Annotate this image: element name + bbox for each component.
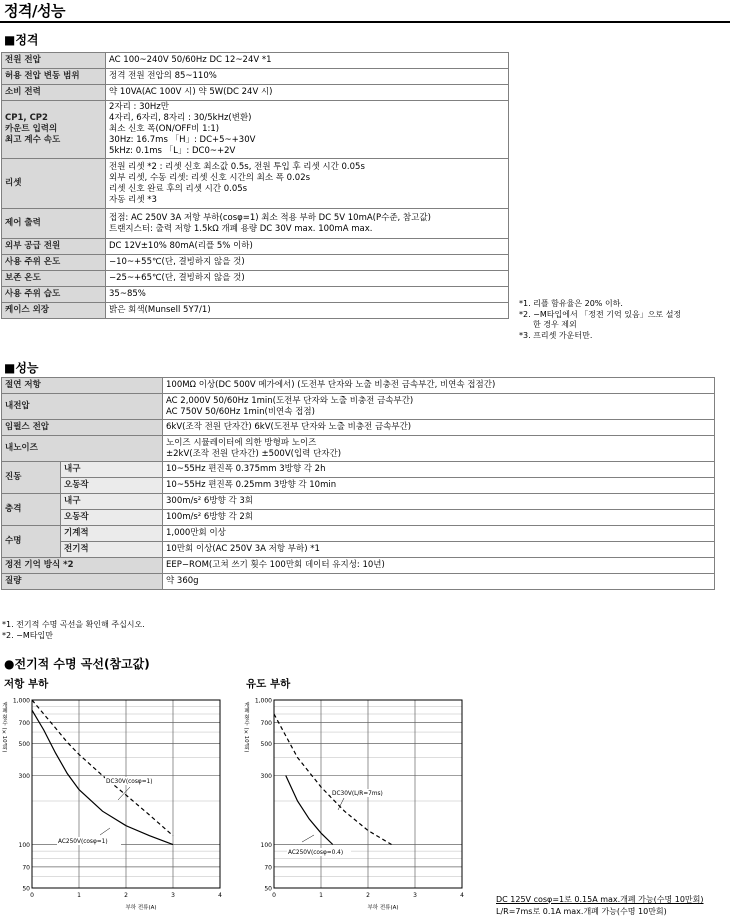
x-tick-label: 0: [30, 892, 34, 899]
ratings-row: [2, 209, 509, 239]
ratings-row: [2, 85, 509, 101]
performance-label: 진동: [2, 462, 61, 494]
life-curve-title: ●전기적 수명 곡선(참고값): [4, 657, 150, 671]
y-tick-label: 70: [264, 864, 272, 872]
performance-value: [163, 478, 715, 494]
y-tick-label: 1,000: [12, 697, 30, 705]
y-tick-label: 500: [260, 740, 272, 748]
performance-label: 절연 저항: [2, 378, 163, 394]
x-axis-label: 부하 전류(A): [125, 905, 157, 911]
ratings-value-line: 리셋 신호 완료 후의 리셋 시간 0.05s: [109, 183, 248, 194]
ratings-label-line: CP1, CP2: [5, 113, 48, 123]
y-tick-label: 300: [260, 773, 272, 781]
ratings-value: [106, 101, 509, 159]
ratings-label-line: 보존 온도: [5, 273, 41, 283]
ratings-value-line: 외부 리셋, 수동 리셋: 리셋 신호 시간의 최소 폭 0.02s: [109, 172, 311, 183]
performance-row: [2, 542, 715, 558]
ratings-label-line: 케이스 외장: [5, 305, 50, 315]
series-line-2: [32, 700, 173, 836]
ratings-value-line: 약 10VA(AC 100V 시) 약 5W(DC 24V 시): [109, 87, 273, 97]
ratings-value-line: 접점: AC 250V 3A 저항 부하(cosφ=1) 최소 적용 부하 DC 5V 10mA(P수준, 참고값): [109, 212, 431, 223]
performance-label: 내노이즈: [2, 436, 163, 462]
ratings-label-line: 사용 주위 습도: [5, 289, 61, 299]
performance-label: 정전 기억 방식 *2: [2, 558, 163, 574]
y-tick-label: 700: [260, 719, 272, 727]
series-leader-line: [100, 828, 110, 835]
ratings-row: [2, 255, 509, 271]
performance-value-line: 약 360g: [166, 576, 199, 586]
x-tick-label: 1: [319, 892, 323, 899]
ratings-label: [2, 101, 106, 159]
ratings-value: [106, 85, 509, 101]
ratings-value-line: −25~+65℃(단, 결빙하지 않을 것): [109, 273, 245, 283]
performance-table: [1, 377, 715, 590]
ratings-label: [2, 271, 106, 287]
performance-row: [2, 526, 715, 542]
y-tick-label: 50: [264, 885, 272, 893]
performance-value: [163, 462, 715, 478]
page-title: 정격/성능: [4, 2, 65, 20]
ratings-value-line: 4자리, 6자리, 8자리 : 30/5kHz(변환): [109, 113, 252, 123]
performance-value-line: ±2kV(조작 전원 단자간) ±500V(입력 단자간): [166, 448, 342, 459]
chart-2-title: 유도 부하: [246, 678, 291, 690]
performance-value: [163, 542, 715, 558]
performance-value-line: 10~55Hz 편진폭 0.375mm 3방향 각 2h: [166, 464, 326, 474]
y-tick-label: 500: [18, 740, 30, 748]
performance-value-line: AC 750V 50/60Hz 1min(비연속 접점): [166, 406, 315, 417]
performance-sublabel: 오동작: [61, 510, 163, 526]
ratings-note: *2. −M타입에서 「정전 기억 있음」으로 설정: [519, 309, 682, 319]
ratings-row: [2, 303, 509, 319]
performance-value: [163, 494, 715, 510]
ratings-value-line: 전원 리셋 *2 : 리셋 신호 최소값 0.5s, 전원 투입 후 리셋 시간 0.05s: [109, 161, 365, 172]
performance-sublabel: 내구: [61, 462, 163, 478]
inductive-load-chart: [242, 690, 482, 922]
ratings-label-line: 최고 계수 속도: [5, 135, 61, 145]
ratings-value-line: 2자리 : 30Hz만: [109, 102, 169, 112]
x-tick-label: 0: [272, 892, 276, 899]
performance-row: [2, 478, 715, 494]
performance-section-title: ■성능: [4, 361, 39, 375]
series-leader-line: [338, 798, 344, 810]
performance-row: [2, 436, 715, 462]
x-tick-label: 3: [413, 892, 417, 899]
ratings-label: [2, 159, 106, 209]
performance-value: [163, 574, 715, 590]
x-tick-label: 3: [171, 892, 175, 899]
performance-row: [2, 420, 715, 436]
series-label: DC30V(cosφ=1): [106, 779, 153, 785]
ratings-row: [2, 271, 509, 287]
ratings-row: [2, 101, 509, 159]
performance-value-line: 10만회 이상(AC 250V 3A 저항 부하) *1: [166, 544, 320, 554]
performance-value: [163, 436, 715, 462]
performance-label: 충격: [2, 494, 61, 526]
ratings-table: [1, 52, 509, 319]
performance-notes: [2, 620, 402, 641]
ratings-label-line: 소비 전력: [5, 87, 41, 97]
ratings-row: [2, 159, 509, 209]
ratings-value-line: 정격 전원 전압의 85~110%: [109, 71, 217, 81]
y-axis-label: 개폐 횟수 (×10³회): [243, 702, 249, 753]
resistive-load-chart: [0, 690, 240, 922]
chart-1-title: 저항 부하: [4, 678, 49, 690]
y-tick-label: 50: [22, 885, 30, 893]
performance-value-line: 1,000만회 이상: [166, 528, 226, 538]
series-label: AC250V(cosφ=0.4): [288, 850, 344, 856]
ratings-label: [2, 209, 106, 239]
performance-row: [2, 394, 715, 420]
performance-note: *1. 전기적 수명 곡선을 확인해 주십시오.: [2, 620, 145, 629]
y-tick-label: 700: [18, 719, 30, 727]
ratings-label-line: 외부 공급 전원: [5, 241, 61, 251]
performance-note: *2. −M타입만: [2, 630, 53, 640]
performance-sublabel: 오동작: [61, 478, 163, 494]
x-tick-label: 4: [460, 892, 464, 899]
ratings-label: [2, 255, 106, 271]
performance-label: 내전압: [2, 394, 163, 420]
performance-value: [163, 420, 715, 436]
y-tick-label: 70: [22, 864, 30, 872]
ratings-value: [106, 209, 509, 239]
ratings-label-line: 제어 출력: [5, 218, 41, 228]
ratings-value-line: DC 12V±10% 80mA(리플 5% 이하): [109, 241, 253, 251]
performance-value-line: 노이즈 시뮬레이터에 의한 방형파 노이즈: [166, 437, 317, 448]
ratings-value: [106, 303, 509, 319]
performance-row: [2, 494, 715, 510]
performance-value-line: 100m/s² 6방향 각 2회: [166, 512, 253, 522]
ratings-label: [2, 303, 106, 319]
x-tick-label: 1: [77, 892, 81, 899]
performance-value-line: 10~55Hz 편진폭 0.25mm 3방향 각 10min: [166, 480, 337, 490]
ratings-row: [2, 287, 509, 303]
performance-value: [163, 394, 715, 420]
ratings-label: [2, 287, 106, 303]
ratings-value: [106, 159, 509, 209]
series-line-1: [286, 776, 333, 845]
ratings-label-line: 카운트 입력의: [5, 124, 58, 134]
x-tick-label: 2: [124, 892, 128, 899]
performance-value-line: 6kV(조작 전원 단자간) 6kV(도전부 단자와 노출 비충전 금속부간): [166, 422, 412, 432]
ratings-label: [2, 85, 106, 101]
y-axis-label: 개폐 횟수 (×10³회): [1, 702, 7, 753]
ratings-label-line: 전원 전압: [5, 55, 41, 65]
performance-value-line: 300m/s² 6방향 각 3회: [166, 496, 253, 506]
ratings-label: [2, 69, 106, 85]
life-footnote-1: DC 125V cosφ=1로 0.15A max.개폐 가능(수명 10만회): [496, 895, 704, 904]
ratings-section-title: ■정격: [4, 33, 39, 47]
ratings-label: [2, 239, 106, 255]
performance-sublabel: 내구: [61, 494, 163, 510]
ratings-value: [106, 255, 509, 271]
ratings-value-line: 30Hz: 16.7ms 「H」: DC+5~+30V: [109, 135, 256, 145]
ratings-note: *3. 프리셋 가운터만.: [519, 330, 593, 340]
performance-sublabel: 기계적: [61, 526, 163, 542]
x-tick-label: 2: [366, 892, 370, 899]
ratings-row: [2, 53, 509, 69]
performance-row: [2, 558, 715, 574]
ratings-note: 한 경우 제외: [533, 320, 577, 329]
performance-value: [163, 510, 715, 526]
ratings-value-line: −10~+55℃(단, 결빙하지 않을 것): [109, 257, 245, 267]
ratings-value-line: 자동 리셋 *3: [109, 194, 157, 205]
ratings-notes: [519, 299, 730, 341]
performance-value-line: AC 2,000V 50/60Hz 1min(도전부 단자와 노출 비충전 금속부간): [166, 395, 414, 406]
life-footnote-2: L/R=7ms로 0.1A max.개폐 가능(수명 10만회): [496, 907, 667, 916]
ratings-value-line: 35~85%: [109, 289, 146, 299]
series-label: AC250V(cosφ=1): [58, 839, 108, 845]
title-rule: [0, 21, 730, 23]
ratings-value-line: AC 100~240V 50/60Hz DC 12~24V *1: [109, 55, 272, 65]
ratings-value: [106, 69, 509, 85]
ratings-label-line: 허용 전압 변동 범위: [5, 71, 80, 81]
ratings-value-line: 최소 신호 폭(ON/OFF비 1:1): [109, 124, 220, 134]
x-tick-label: 4: [218, 892, 222, 899]
performance-value: [163, 558, 715, 574]
y-tick-label: 1,000: [254, 697, 272, 705]
performance-label: 임펄스 전압: [2, 420, 163, 436]
performance-value: [163, 378, 715, 394]
performance-row: [2, 510, 715, 526]
ratings-row: [2, 69, 509, 85]
performance-row: [2, 378, 715, 394]
series-leader-line: [302, 835, 314, 842]
performance-row: [2, 462, 715, 478]
ratings-row: [2, 239, 509, 255]
series-line-2: [274, 714, 392, 844]
performance-label: 질량: [2, 574, 163, 590]
x-axis-label: 부하 전류(A): [367, 905, 399, 911]
ratings-value: [106, 239, 509, 255]
performance-value-line: EEP−ROM(고쳐 쓰기 횟수 100만회 데이터 유지성: 10년): [166, 560, 385, 570]
ratings-value-line: 트랜지스터: 출력 저항 1.5kΩ 개폐 용량 DC 30V max. 100mA max.: [109, 223, 373, 234]
ratings-value: [106, 53, 509, 69]
y-tick-label: 300: [18, 773, 30, 781]
ratings-label-line: 리셋: [5, 178, 22, 188]
y-tick-label: 100: [18, 842, 30, 850]
series-label: DC30V(L/R=7ms): [332, 791, 383, 797]
performance-label: 수명: [2, 526, 61, 558]
performance-sublabel: 전기적: [61, 542, 163, 558]
ratings-label-line: 사용 주위 온도: [5, 257, 61, 267]
grid: [32, 700, 220, 888]
ratings-value: [106, 271, 509, 287]
ratings-note: *1. 리플 함유율은 20% 이하.: [519, 299, 623, 308]
series-leader-line: [118, 787, 130, 800]
ratings-value-line: 밝은 회색(Munsell 5Y7/1): [109, 305, 211, 315]
ratings-label: [2, 53, 106, 69]
y-tick-label: 100: [260, 842, 272, 850]
ratings-value-line: 5kHz: 0.1ms 「L」: DC0~+2V: [109, 146, 236, 156]
performance-value-line: 100MΩ 이상(DC 500V 메가에서) (도전부 단자와 노출 비충전 금속부간, 비연속 접점간): [166, 380, 496, 390]
ratings-value: [106, 287, 509, 303]
performance-row: [2, 574, 715, 590]
performance-value: [163, 526, 715, 542]
